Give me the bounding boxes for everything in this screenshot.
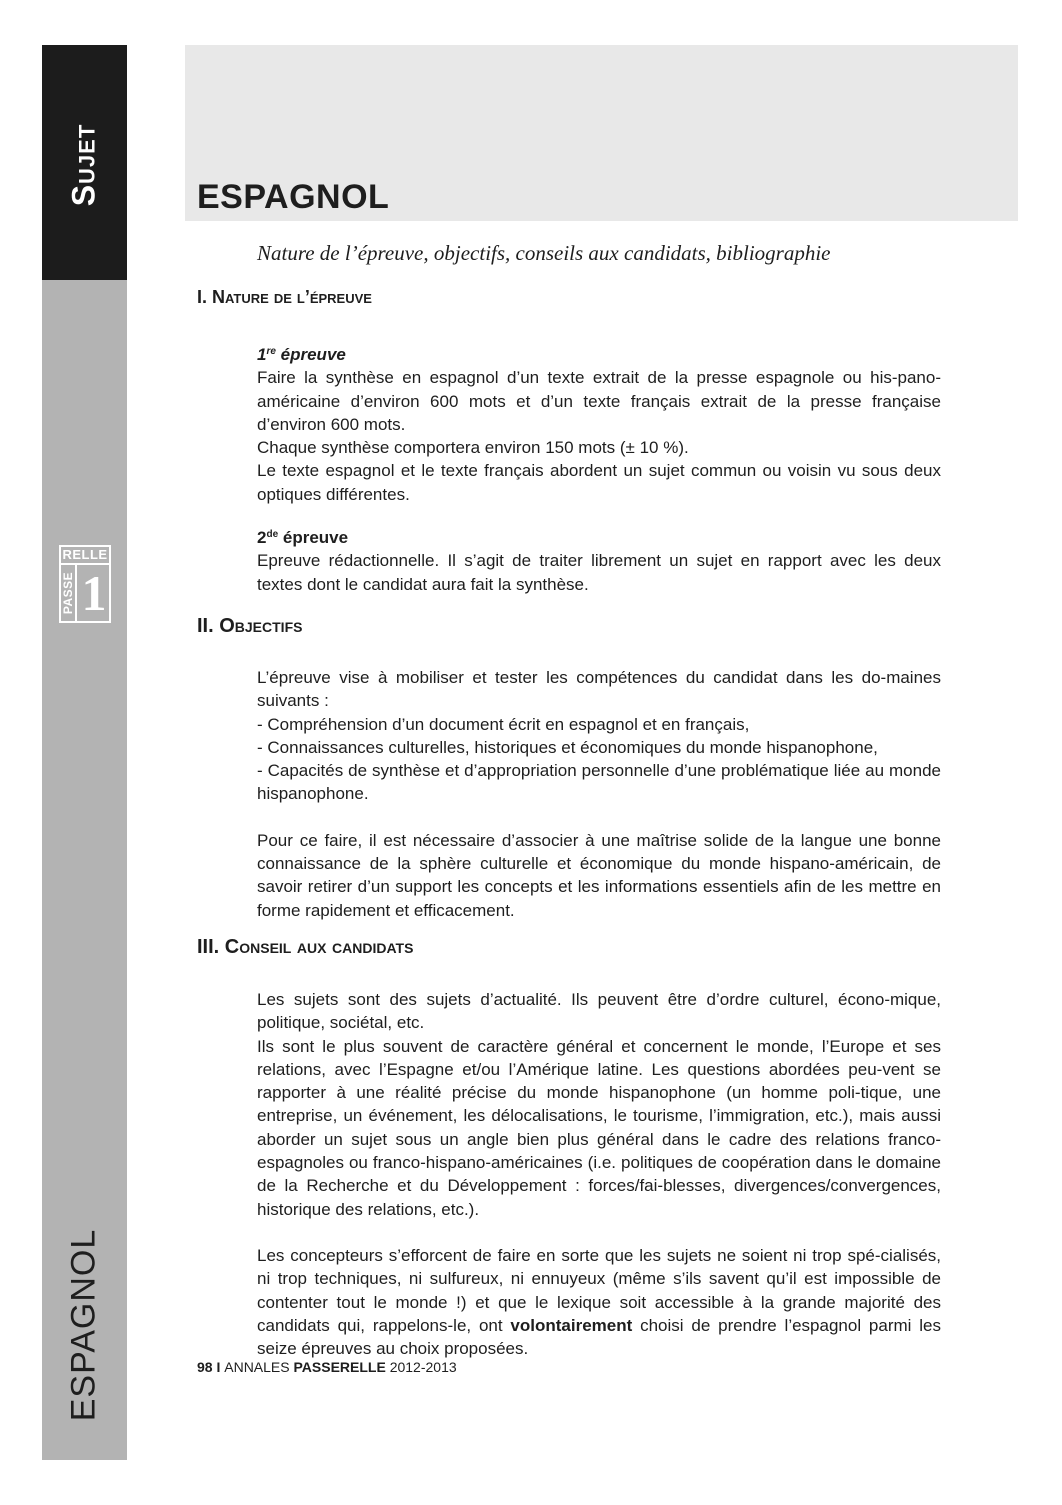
footer-brand: PASSERELLE [293, 1359, 386, 1375]
first-exam-word-count: Chaque synthèse comportera environ 150 mots (± 10 %). [257, 438, 689, 458]
section-heading-nature: I. Nature de l’épreuve [197, 287, 372, 307]
footer-annales: ANNALES [224, 1359, 294, 1375]
section-heading-conseil: III. Conseil aux candidats [197, 936, 414, 958]
logo-number: 1 [81, 565, 107, 621]
section-objectifs-body [257, 666, 941, 922]
conseil-paragraph-3: Les concepteurs s’efforcent de faire en sorte que les sujets ne soient ni trop spé-cialisés, ni trop techniques, ni sulfureux, ni ennuyeux (même s’ils savent qu’il est impossible de contenter tout le monde !) et que le lexique soit accessible à la grande majorité des candidats qui, rappelons-le, ont volontairement choisi de prendre l’espagnol parmi les seize épreuves au choix proposées. [257, 1245, 941, 1359]
sidebar-sujet-label: Sujet [65, 123, 102, 207]
logo-top-text: RELLE [61, 547, 109, 565]
page-footer [197, 1359, 457, 1375]
first-exam-heading: 1re épreuve [257, 345, 346, 364]
passerelle-logo [59, 545, 111, 623]
page-subtitle: Nature de l’épreuve, objectifs, conseils aux candidats, bibliographie [257, 241, 831, 265]
list-item: - Connaissances culturelles, historiques et économiques du monde hispanophone, [257, 737, 878, 757]
logo-side-box [61, 565, 77, 621]
list-item: - Capacités de synthèse et d’appropriation personnelle d’une problématique liée au monde hispanophone. [257, 761, 941, 804]
first-exam-paragraph: Faire la synthèse en espagnol d’un texte extrait de la presse espagnole ou his-pano-américaine d’environ 600 mots et d’un texte français extrait de la presse française d’environ 600 mots. [257, 368, 941, 434]
conseil-paragraph-2: Ils sont le plus souvent de caractère général et concernent le monde, l’Europe et ses relations, avec l’Espagne et/ou l’Amérique latine. Les questions abordées peu-vent se rapporter à une réalité précise du monde hispanophone (un homme poli-tique, une entreprise, un événement, les délocalisations, le tourisme, l’immigration, etc.), mais aussi aborder un sujet sous un angle bien plus général dans le cadre des relations franco-espagnoles ou franco-hispano-américaines (i.e. politiques de coopération dans le domaine de la Recherche et du Développement : forces/fai-blesses, divergences/convergences, historique des relations, etc.). [257, 1036, 941, 1219]
sidebar-subject-label: ESPAGNOL [64, 1228, 103, 1422]
objectifs-intro: L’épreuve vise à mobiliser et tester les compétences du candidat dans les do-maines suivants : [257, 668, 941, 711]
list-item: - Compréhension d’un document écrit en espagnol et en français, [257, 714, 750, 734]
page-title: ESPAGNOL [197, 178, 390, 216]
page-number: 98 [197, 1359, 213, 1375]
conseil-paragraph-1: Les sujets sont des sujets d’actualité. Ils peuvent être d’ordre culturel, écono-mique, politique, sociétal, etc. [257, 990, 941, 1033]
footer-separator: I [212, 1359, 225, 1375]
objectifs-paragraph: Pour ce faire, il est nécessaire d’associer à une maîtrise solide de la langue une bonne connaissance de la sphère culturelle et économique du monde hispano-américain, de savoir retirer d’un support les concepts et les informations essentiels afin de les mettre en forme rapidement et efficacement. [257, 830, 941, 920]
spacer [257, 506, 941, 526]
second-exam-paragraph: Epreuve rédactionnelle. Il s’agit de traiter librement un sujet en rapport avec les deux textes dont le candidat aura fait la synthèse. [257, 551, 941, 594]
logo-side-text: PASSE [61, 571, 75, 615]
spacer [257, 806, 941, 829]
first-exam-topic: Le texte espagnol et le texte français abordent un sujet commun ou voisin vu sous deux optiques différentes. [257, 461, 941, 504]
section-heading-objectifs: II. Objectifs [197, 615, 303, 637]
section-conseil-body [257, 988, 941, 1360]
footer-year: 2012-2013 [385, 1359, 457, 1375]
spacer [257, 1221, 941, 1244]
second-exam-heading: 2de épreuve [257, 528, 349, 548]
section-nature-body [257, 343, 941, 596]
